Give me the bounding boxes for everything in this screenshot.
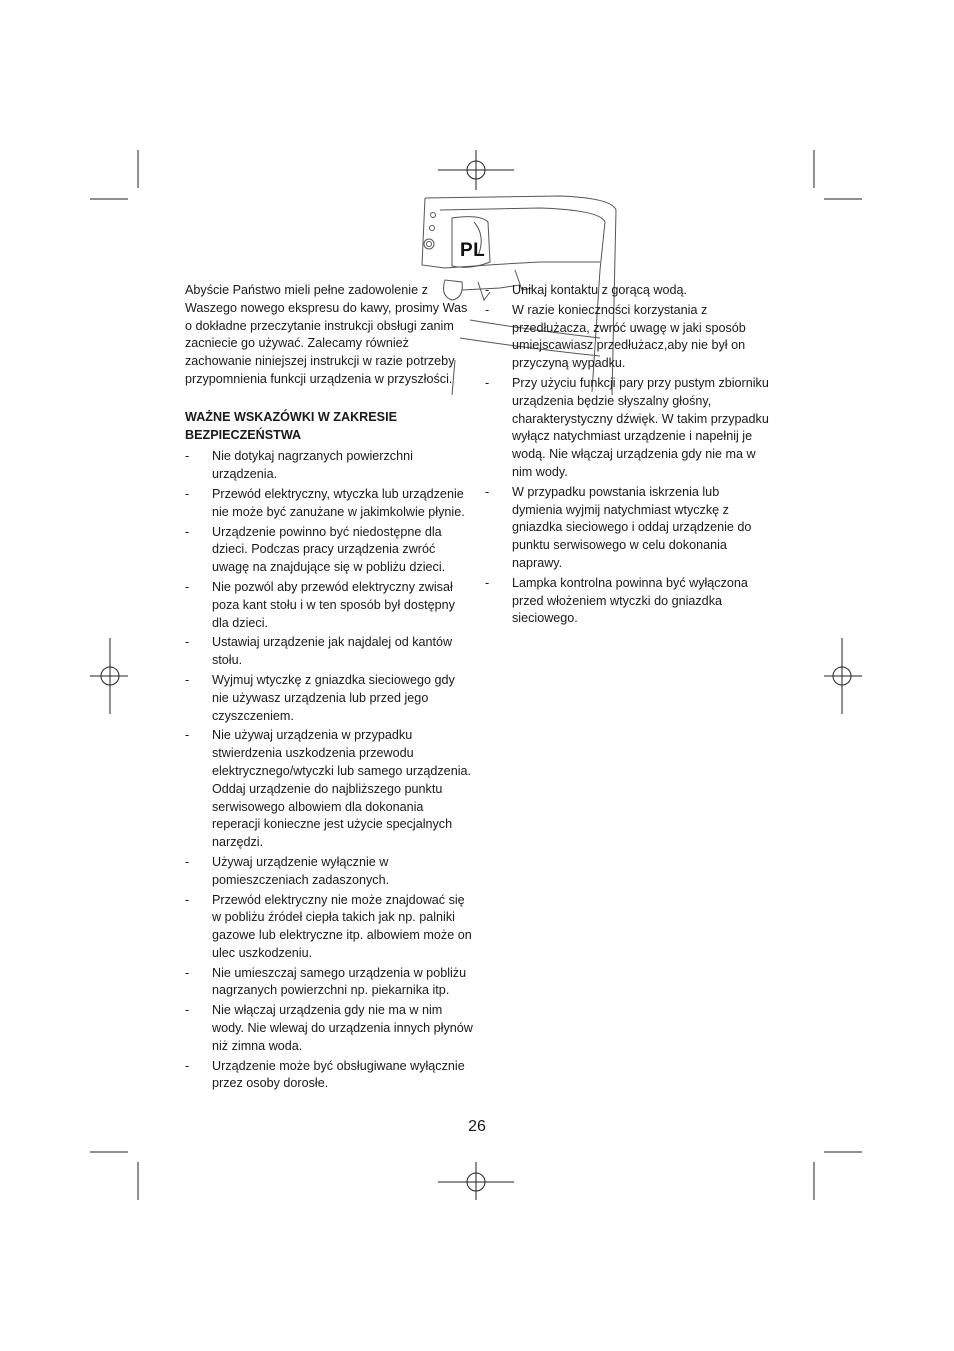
list-item: - W razie konieczności korzystania z przedłużacza, zwróć uwagę w jaki sposób umiejscawiasz przedłużacz,aby nie był on przyczyną wypadku. [485, 302, 770, 373]
list-item: - Urządzenie powinno być niedostępne dla dzieci. Podczas pracy urządzenia zwróć uwagę na znajdujące się w pobliżu dzieci. [185, 524, 475, 577]
list-item: - Urządzenie może być obsługiwane wyłącznie przez osoby dorosłe. [185, 1058, 475, 1094]
intro-paragraph: Abyście Państwo mieli pełne zadowolenie z Waszego nowego ekspresu do kawy, prosimy Was o dokładne przeczytanie instrukcji obsługi zanim zacniecie go używać. Zalecamy również zachowanie niniejszej instrukcji w razie potrzeby przypomnienia funkcji urządzenia w przyszłości. [185, 283, 468, 386]
list-item: - Wyjmuj wtyczkę z gniazdka sieciowego gdy nie używasz urządzenia lub przed jego czyszczeniem. [185, 672, 475, 725]
list-item: - Nie umieszczaj samego urządzenia w pobliżu nagrzanych powierzchni np. piekarnika itp. [185, 965, 475, 1001]
safety-heading: WAŻNE WSKAZÓWKI W ZAKRESIE BEZPIECZEŃSTWA [185, 409, 397, 442]
list-item: - Przewód elektryczny nie może znajdować się w pobliżu źródeł ciepła takich jak np. palniki gazowe lub elektryczne itp. albowiem może on ulec uszkodzeniu. [185, 892, 475, 963]
list-item: - Nie pozwól aby przewód elektryczny zwisał poza kant stołu i w ten sposób był dostępny dla dzieci. [185, 579, 475, 632]
list-item: - Przy użyciu funkcji pary przy pustym zbiorniku urządzenia będzie słyszalny głośny, charakterystyczny dźwięk. W takim przypadku wyłącz natychmiast urządzenie i napełnij je wodą. Nie włączaj urządzenia gdy nie ma w nim wody. [485, 375, 770, 482]
list-item: - Używaj urządzenie wyłącznie w pomieszczeniach zadaszonych. [185, 854, 475, 890]
list-item: - Ustawiaj urządzenie jak najdalej od kantów stołu. [185, 634, 475, 670]
right-safety-list [485, 282, 770, 628]
right-column [485, 282, 770, 630]
left-column [185, 282, 475, 1095]
list-item: - Nie używaj urządzenia w przypadku stwierdzenia uszkodzenia przewodu elektrycznego/wtyczki lub samego urządzenia. Oddaj urządzenie do najbliższego punktu serwisowego albowiem dla dokonania reperacji konieczne jest użycie specjalnych narzędzi. [185, 727, 475, 852]
list-item: - Unikaj kontaktu z gorącą wodą. [485, 282, 770, 300]
list-item: - Lampka kontrolna powinna być wyłączona przed włożeniem wtyczki do gniazdka sieciowego. [485, 575, 770, 628]
language-code: PL [460, 240, 486, 261]
list-item: - Przewód elektryczny, wtyczka lub urządzenie nie może być zanużane w jakimkolwie płynie. [185, 486, 475, 522]
page-number: 26 [468, 1118, 486, 1135]
list-item: - W przypadku powstania iskrzenia lub dymienia wyjmij natychmiast wtyczkę z gniazdka sieciowego i oddaj urządzenie do punktu serwisowego w celu dokonania naprawy. [485, 484, 770, 573]
list-item: - Nie włączaj urządzenia gdy nie ma w nim wody. Nie wlewaj do urządzenia innych płynów niż zimna woda. [185, 1002, 475, 1055]
left-safety-list [185, 448, 475, 1093]
list-item: - Nie dotykaj nagrzanych powierzchni urządzenia. [185, 448, 475, 484]
